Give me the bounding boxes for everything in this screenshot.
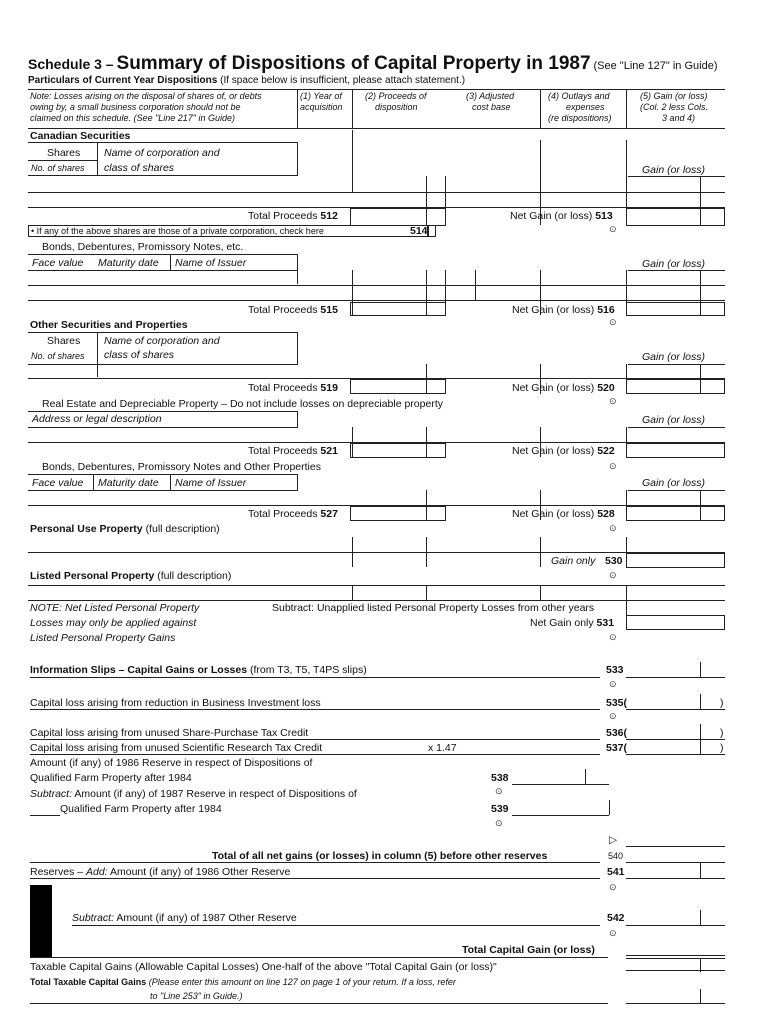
paren-open: ( [623,742,628,754]
issuer-label: Name of Issuer [175,257,247,269]
line-520-field[interactable] [626,379,725,394]
canadian-net-gain [510,210,613,222]
taxable-capital-gains: Taxable Capital Gains (Allowable Capital Losses) One-half of the above "Total Capital Gain (or loss)" [30,961,497,973]
bonds-gain-loss-label: Gain (or loss) [642,258,706,270]
reserves-add-line [30,866,290,878]
bonds-total-proceeds [248,304,338,316]
col5-header-c: 3 and 4) [662,113,696,123]
total-proceeds-label: Total Proceeds [248,382,318,394]
realestate-net-gain [512,445,615,457]
factor-147: x 1.47 [428,742,457,754]
col3-header-a: (3) Adjusted [466,91,515,101]
net-gain-label: Net Gain (or loss) [512,445,595,457]
add-label: Add: [86,866,108,878]
line-512-field[interactable] [350,208,446,226]
circle-marker: ⊙ [609,317,617,327]
total-taxable-line [30,977,456,987]
col1-header-a: (1) Year of [300,91,342,101]
circle-marker: ⊙ [495,818,503,828]
redaction-bar [30,885,52,957]
total-capital-gain: Total Capital Gain (or loss) [462,944,595,956]
canadian-gain-loss-label: Gain (or loss) [642,164,706,176]
net-gain-label: Net Gain (or loss) [510,210,593,222]
other-securities-heading: Other Securities and Properties [30,319,188,331]
line-522: 522 [597,445,615,457]
note-line-1: Note: Losses arising on the disposal of shares of, or debts [30,91,262,101]
line-542: 542 [607,912,625,924]
personal-use-heading [30,523,220,535]
line-536 [606,727,627,739]
line-527: 527 [320,508,338,520]
no-shares-label: No. of shares [31,163,85,173]
line-530-field[interactable] [626,553,725,568]
total-proceeds-label: Total Proceeds [248,508,318,520]
realestate-gain-loss-label: Gain (or loss) [642,414,706,426]
bil-line: Capital loss arising from reduction in Business Investment loss [30,697,321,709]
line-516: 516 [597,304,615,316]
shares-label: Shares [47,335,81,347]
line-536-number: 536 [606,727,624,739]
line-537 [606,742,627,754]
reserves-label: Reserves – [30,866,84,878]
line-513-field[interactable] [626,208,725,226]
reserves-add-text: Amount (if any) of 1986 Other Reserve [109,866,291,878]
personal-use-rest: (full description) [145,523,220,535]
listed-note-2: Losses may only be applied against [30,617,197,629]
line-541: 541 [607,866,625,878]
listed-note-1: NOTE: Net Listed Personal Property [30,602,200,614]
line-514: 514 [410,225,428,237]
listed-note-3: Listed Personal Property Gains [30,632,176,644]
line-540: 540 [608,851,624,861]
share-purchase-line: Capital loss arising from unused Share-Purchase Tax Credit [30,727,309,739]
line-516-field[interactable] [626,302,725,316]
particulars-bold: Particulars of Current Year Dispositions [28,75,218,86]
reserve-1986-a: Amount (if any) of 1986 Reserve in respect of Dispositions of [30,757,313,769]
class-shares-label: class of shares [104,162,175,174]
no-shares-label: No. of shares [31,351,85,361]
line-528: 528 [597,508,615,520]
info-slips-heading [30,664,367,676]
subtract-other-text: Amount (if any) of 1987 Other Reserve [116,912,297,924]
net-gain-label: Net Gain (or loss) [512,304,595,316]
line-521-field[interactable] [350,443,446,458]
note-line-2: owing by, a small business corporation should not be [30,102,241,112]
net-gain-only-label: Net Gain only [530,617,594,629]
bonds2-heading: Bonds, Debentures, Promissory Notes and Other Properties [42,461,321,473]
line-537-number: 537 [606,742,624,754]
guide-reference: (See "Line 127" in Guide) [593,60,718,72]
bonds2-net-gain [512,508,615,520]
total-taxable-line-2: to "Line 253" in Guide.) [150,991,243,1001]
info-slips-rest: (from T3, T5, T4PS slips) [249,664,367,676]
total-all-net-gains: Total of all net gains (or losses) in column (5) before other reserves [212,850,548,862]
col5-header-b: (Col. 2 less Cols. [640,102,709,112]
face-value-label: Face value [32,257,84,269]
gain-only-label: Gain only [551,555,596,567]
line-515: 515 [320,304,338,316]
name-corp-label: Name of corporation and [104,335,220,347]
bonds2-total-proceeds [248,508,338,520]
paren-close: ) [720,697,724,709]
maturity-date-label: Maturity date [98,257,159,269]
line-512: 512 [320,210,338,222]
line-531: 531 [596,617,615,629]
address-label: Address or legal description [32,413,162,425]
class-shares-label: class of shares [104,349,175,361]
line-520: 520 [597,382,615,394]
circle-marker: ⊙ [609,396,617,406]
line-539: 539 [491,803,509,815]
paren-close: ) [720,742,724,754]
bonds2-gain-loss-label: Gain (or loss) [642,477,706,489]
total-taxable-bold: Total Taxable Capital Gains [30,977,147,987]
listed-personal-heading [30,570,231,582]
total-proceeds-label: Total Proceeds [248,445,318,457]
private-corp-note: • If any of the above shares are those of a private corporation, check here [31,226,324,236]
private-corp-checkbox[interactable] [428,225,436,237]
listed-personal-bold: Listed Personal Property [30,570,155,582]
circle-marker: ⊙ [609,523,617,533]
col1-header-b: acquisition [300,102,343,112]
line-531-field[interactable] [626,615,725,630]
form-title [28,53,718,77]
realestate-total-proceeds [248,445,338,457]
circle-marker: ⊙ [609,632,617,642]
total-taxable-rest: (Please enter this amount on line 127 on page 1 of your return. If a loss, refer [148,977,456,987]
line-515-field[interactable] [350,302,446,316]
line-535-number: 535 [606,697,624,709]
particulars-heading [28,75,465,87]
paren-open: ( [623,727,628,739]
circle-marker: ⊙ [495,786,503,796]
bonds-heading: Bonds, Debentures, Promissory Notes, etc. [42,241,244,253]
total-proceeds-label: Total Proceeds [248,210,318,222]
personal-use-bold: Personal Use Property [30,523,143,535]
info-slips-bold: Information Slips – Capital Gains or Losses [30,664,248,676]
listed-subtract: Subtract: Unapplied listed Personal Property Losses from other years [272,602,595,614]
particulars-rest: (If space below is insufficient, please attach statement.) [220,75,466,86]
paren-close: ) [720,727,724,739]
col2-header-b: disposition [375,102,418,112]
total-proceeds-label: Total Proceeds [248,304,318,316]
page-title: Summary of Dispositions of Capital Property in 1987 [116,53,591,74]
circle-marker: ⊙ [609,882,617,892]
canadian-securities-heading: Canadian Securities [30,130,131,142]
schedule-label: Schedule 3 – [28,56,114,72]
subtract-other-line [72,912,297,924]
circle-marker: ⊙ [609,570,617,580]
face-value-label: Face value [32,477,84,489]
reserve-1986-b: Qualified Farm Property after 1984 [30,772,192,784]
name-corp-label: Name of corporation and [104,147,220,159]
net-gain-label: Net Gain (or loss) [512,508,595,520]
issuer-label: Name of Issuer [175,477,247,489]
col5-header-a: (5) Gain (or loss) [640,91,708,101]
line-533: 533 [606,664,624,676]
shares-label: Shares [47,147,81,159]
other-gain-loss-label: Gain (or loss) [642,351,706,363]
col4-header-a: (4) Outlays and [548,91,610,101]
reserve-1987-b: Qualified Farm Property after 1984 [60,803,222,815]
col3-header-b: cost base [472,102,511,112]
line-528-field[interactable] [626,506,725,521]
line-527-field[interactable] [350,506,446,521]
reserve-1987-text: Amount (if any) of 1987 Reserve in respect of Dispositions of [74,788,357,800]
arrow-marker: ▷ [609,834,618,846]
listed-personal-rest: (full description) [157,570,232,582]
paren-open: ( [623,697,628,709]
col2-header-a: (2) Proceeds of [365,91,427,101]
subtract-label: Subtract: [72,912,115,924]
line-535 [606,697,627,709]
maturity-date-label: Maturity date [98,477,159,489]
sci-research-line: Capital loss arising from unused Scientific Research Tax Credit [30,742,323,754]
reserve-1987-a [30,788,357,800]
line-519: 519 [320,382,338,394]
circle-marker: ⊙ [609,711,617,721]
canadian-total-proceeds [248,210,338,222]
line-521: 521 [320,445,338,457]
net-gain-label: Net Gain (or loss) [512,382,595,394]
subtract-label: Subtract: [30,788,73,800]
listed-net-gain [530,617,614,629]
line-513: 513 [595,210,613,222]
circle-marker: ⊙ [609,224,617,234]
line-519-field[interactable] [350,379,446,394]
other-net-gain [512,382,615,394]
real-estate-heading: Real Estate and Depreciable Property – Do not include losses on depreciable property [42,398,443,410]
bonds-net-gain [512,304,615,316]
col4-header-c: (re dispositions) [548,113,612,123]
note-line-3: claimed on this schedule. (See "Line 217" in Guide) [30,113,236,123]
line-530: 530 [605,555,623,567]
line-522-field[interactable] [626,443,725,458]
circle-marker: ⊙ [609,679,617,689]
col4-header-b: expenses [566,102,605,112]
line-538: 538 [491,772,509,784]
other-total-proceeds [248,382,338,394]
circle-marker: ⊙ [609,928,617,938]
circle-marker: ⊙ [609,461,617,471]
